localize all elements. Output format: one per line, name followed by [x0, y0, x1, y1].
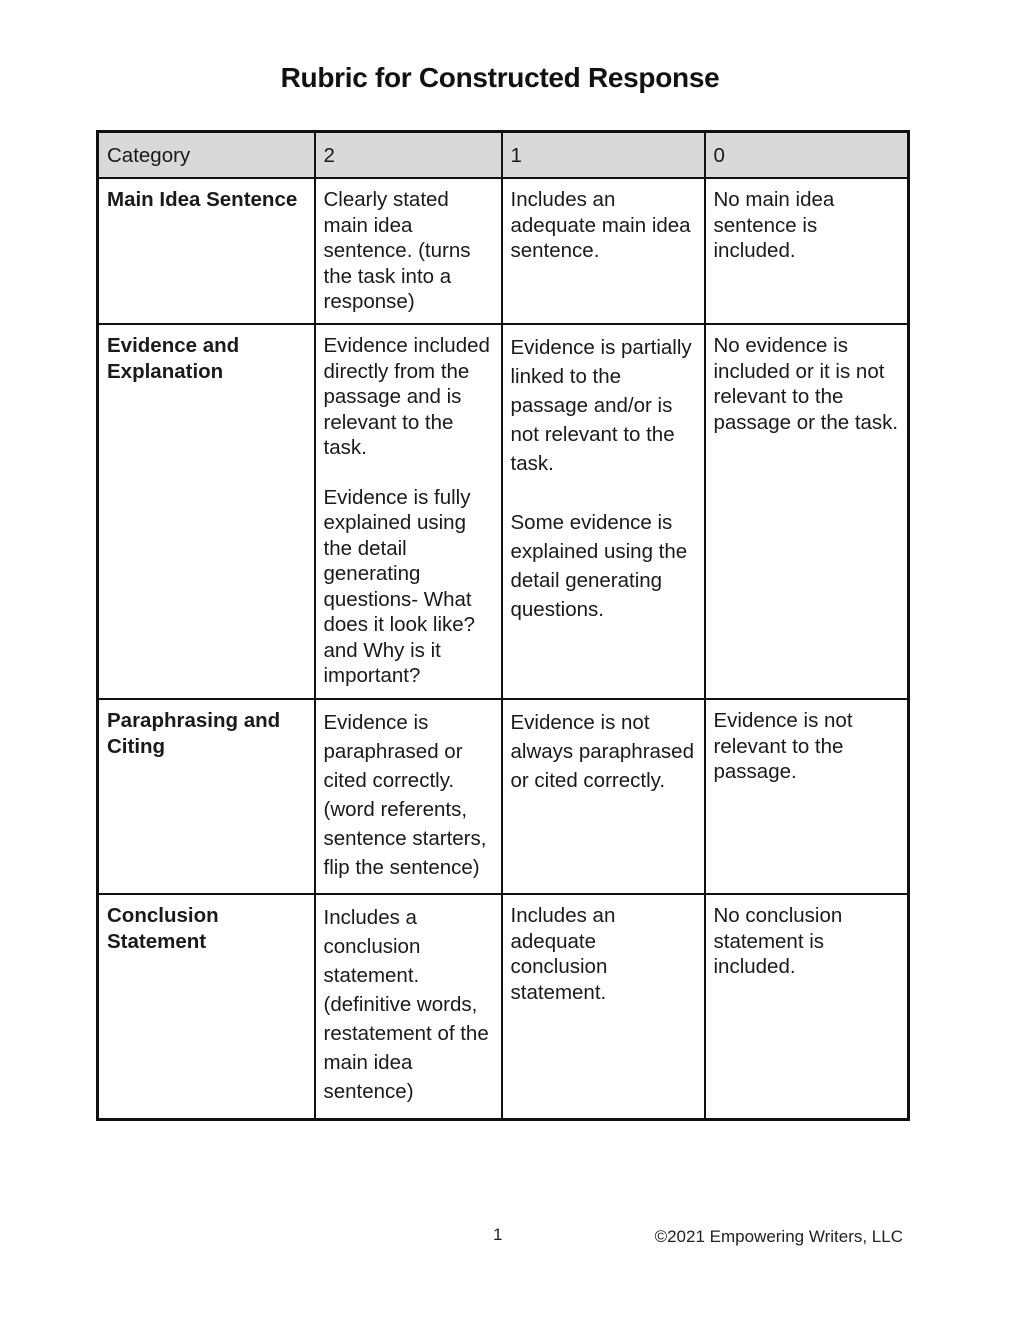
- rubric-table: [96, 130, 910, 1121]
- copyright-notice: ©2021 Empowering Writers, LLC: [654, 1227, 903, 1246]
- criterion-text: Includes a conclusion statement. (definitive words, restatement of the main idea sentence): [323, 906, 489, 1103]
- criterion-text: Evidence is paraphrased or cited correctly. (word referents, sentence starters, flip the sentence): [323, 711, 487, 879]
- page-title: Rubric for Constructed Response: [280, 62, 720, 93]
- table-row-paraphrasing: [98, 699, 909, 894]
- header-score-1: 1: [502, 132, 705, 179]
- criterion-text: Evidence is not always paraphrased or cited correctly.: [510, 711, 694, 792]
- score-0-cell: [705, 894, 909, 1120]
- score-1-cell: [502, 324, 705, 699]
- score-0-cell: [705, 699, 909, 894]
- category-cell: Main Idea Sentence: [98, 178, 315, 324]
- score-1-cell: [502, 178, 705, 324]
- score-2-cell: [315, 178, 502, 324]
- table-row-evidence: [98, 324, 909, 699]
- category-cell: Evidence and Explanation: [98, 324, 315, 699]
- criterion-text: Evidence is partially linked to the passage and/or is not relevant to the task.: [510, 336, 692, 475]
- criterion-text: No main idea sentence is included.: [713, 188, 835, 262]
- table-header: [98, 132, 909, 179]
- criterion-text: Evidence included directly from the passage and is relevant to the task.: [323, 334, 490, 459]
- score-0-cell: [705, 178, 909, 324]
- category-cell: Paraphrasing and Citing: [98, 699, 315, 894]
- criterion-text: No conclusion statement is included.: [713, 904, 843, 978]
- criterion-text: Some evidence is explained using the detail generating questions.: [510, 511, 688, 621]
- header-category: Category: [98, 132, 315, 179]
- header-score-2: 2: [315, 132, 502, 179]
- table-row-main-idea: [98, 178, 909, 324]
- score-2-cell: [315, 324, 502, 699]
- table-row-conclusion: [98, 894, 909, 1120]
- category-cell: Conclusion Statement: [98, 894, 315, 1120]
- criterion-text: Clearly stated main idea sentence. (turns the task into a response): [323, 188, 471, 313]
- header-row: [98, 132, 909, 179]
- criterion-text: No evidence is included or it is not relevant to the passage or the task.: [713, 334, 899, 434]
- criterion-text: Includes an adequate main idea sentence.: [510, 188, 691, 262]
- header-score-0: 0: [705, 132, 909, 179]
- score-0-cell: [705, 324, 909, 699]
- score-1-cell: [502, 894, 705, 1120]
- score-2-cell: [315, 699, 502, 894]
- criterion-text: Evidence is fully explained using the detail generating questions- What does it look like? and Why is it important?: [323, 485, 476, 687]
- page-number: 1: [493, 1225, 503, 1244]
- criterion-text: Includes an adequate conclusion statement.: [510, 904, 616, 1004]
- score-1-cell: [502, 699, 705, 894]
- criterion-text: Evidence is not relevant to the passage.: [713, 709, 853, 783]
- score-2-cell: [315, 894, 502, 1120]
